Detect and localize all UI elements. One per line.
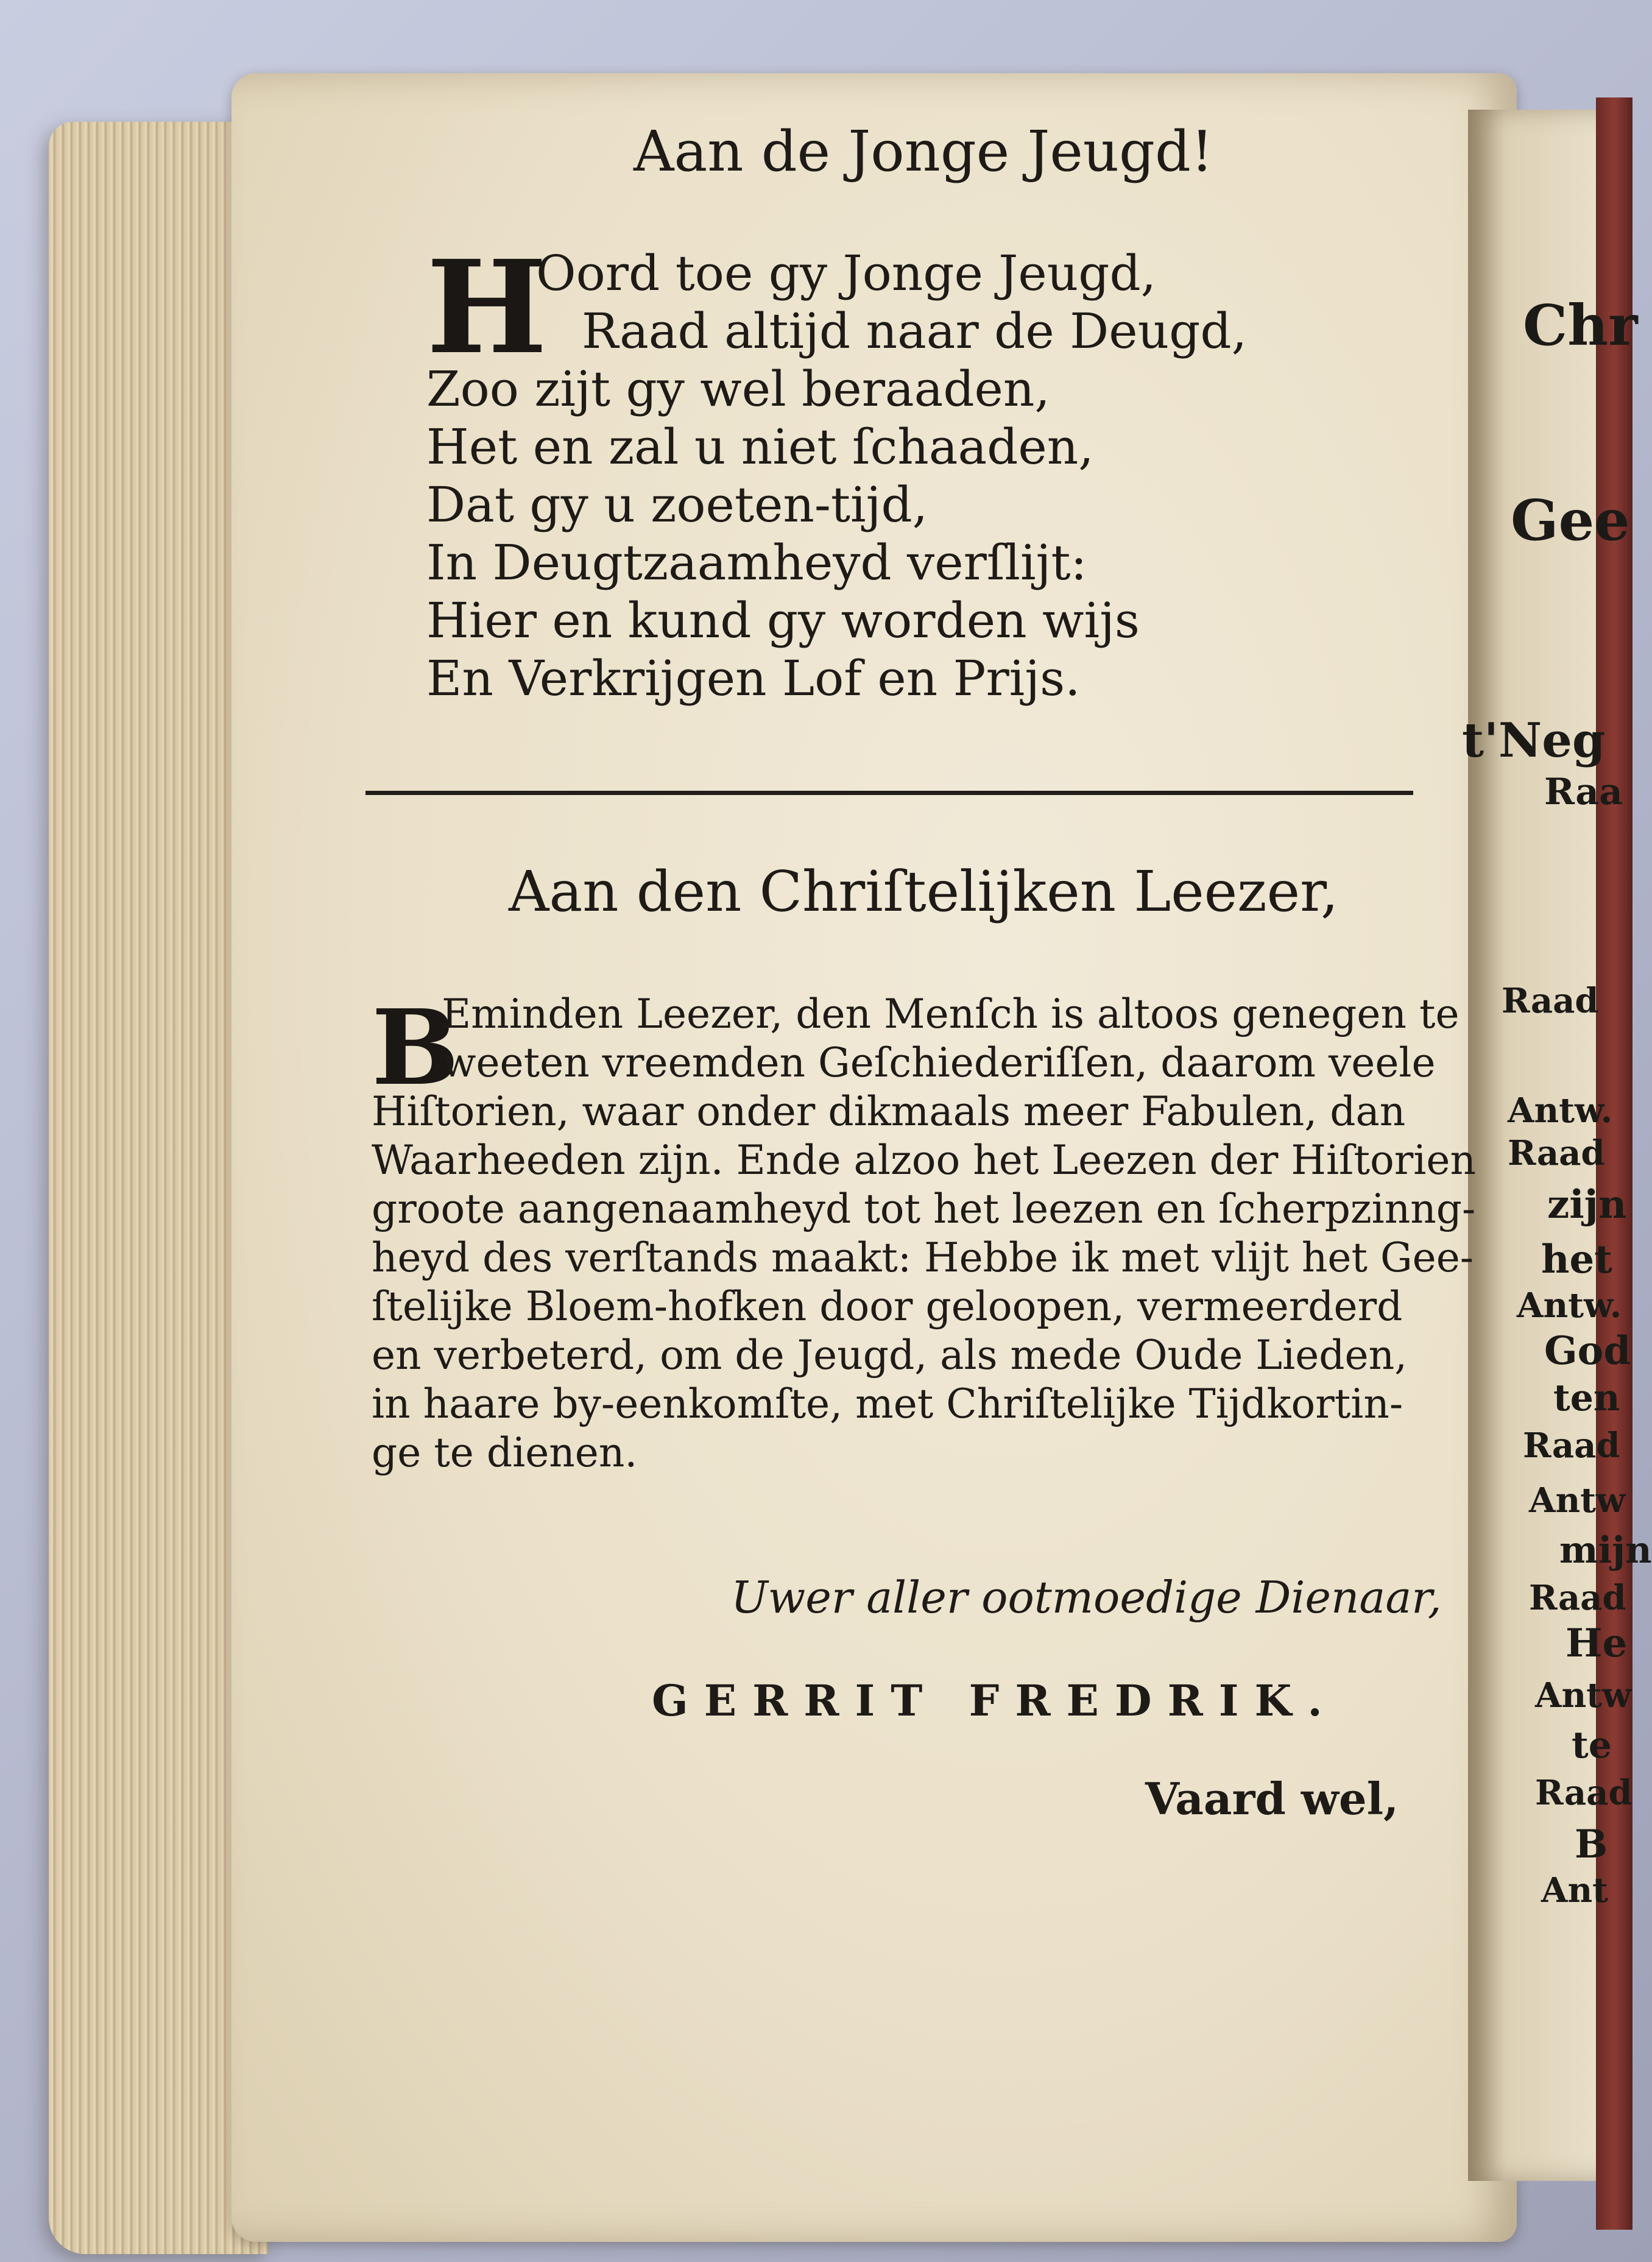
poem-line: Dat gy u zoeten-tijd, (426, 476, 928, 533)
poem-line: Oord toe gy Jonge Jeugd, (536, 245, 1157, 302)
poem-line: Zoo zijt gy wel beraaden, (426, 361, 1050, 417)
right-fragment: Antw (1535, 1675, 1632, 1716)
right-fragment: Chr (1523, 292, 1638, 358)
preface-line: en verbeterd, om de Jeugd, als mede Oude Lieden, (372, 1332, 1408, 1379)
poem-line: Het en zal u niet ſchaaden, (426, 419, 1094, 475)
right-fragment: B (1575, 1822, 1608, 1867)
right-fragment: He (1566, 1621, 1628, 1666)
right-fragment: te (1572, 1724, 1612, 1767)
right-fragment: Raad (1502, 981, 1599, 1021)
right-fragment: Antw. (1517, 1285, 1622, 1326)
poem-line: Hier en kund gy worden wijs (426, 592, 1140, 649)
right-fragment: Antw (1529, 1480, 1626, 1521)
preface-title: Aan den Chriſtelijken Leezer, (509, 859, 1339, 924)
right-fragment: Raa (1544, 771, 1623, 813)
preface-line: ſtelijke Bloem-hofken door geloopen, vermeerderd (372, 1283, 1403, 1330)
poem-title: Aan de Jonge Jeugd! (634, 119, 1213, 184)
author-name: GERRIT FREDRIK. (652, 1675, 1338, 1726)
right-fragment: zijn (1547, 1182, 1627, 1228)
farewell: Vaard wel, (1145, 1773, 1399, 1825)
right-fragment: Raad (1535, 1773, 1633, 1813)
preface-line: ge te dienen. (372, 1429, 638, 1476)
poem-drop-cap: H (426, 232, 548, 383)
right-fragment: mijn (1559, 1529, 1652, 1572)
preface-line: Eminden Leezer, den Menſch is altoos genegen te (442, 991, 1460, 1037)
preface-line: groote aangenaamheyd tot het leezen en ſcherpzinng- (372, 1186, 1476, 1232)
right-fragment: t'Neg (1462, 713, 1606, 768)
preface-line: Hiſtorien, waar onder dikmaals meer Fabulen, dan (372, 1088, 1406, 1135)
right-fragment: Raad (1523, 1426, 1620, 1466)
preface-line: heyd des verſtands maakt: Hebbe ik met vlijt het Gee- (372, 1234, 1474, 1281)
right-fragment: Raad (1508, 1133, 1605, 1173)
right-fragment: Antw. (1508, 1090, 1613, 1131)
preface-line: Waarheeden zijn. Ende alzoo het Leezen der Hiſtorien (372, 1137, 1476, 1184)
poem-line: En Verkrijgen Lof en Prijs. (426, 650, 1081, 707)
right-fragment: ten (1553, 1377, 1620, 1419)
right-fragment: Raad (1529, 1578, 1626, 1618)
right-fragment: Gee (1511, 487, 1630, 553)
preface-line: in haare by-eenkomſte, met Chriſtelijke Tijdkortin- (372, 1380, 1403, 1427)
right-fragment: God (1544, 1328, 1631, 1374)
right-fragment: Ant (1541, 1870, 1609, 1910)
right-fragment: het (1541, 1237, 1612, 1282)
divider-rule (365, 791, 1413, 795)
signoff: Uwer aller ootmoedige Dienaar, (731, 1572, 1442, 1623)
preface-line: weeten vreemden Geſchiederiſſen, daarom veele (442, 1039, 1436, 1086)
poem-line: Raad altijd naar de Deugd, (582, 303, 1247, 359)
poem-line: In Deugtzaamheyd verſlijt: (426, 534, 1087, 591)
preface-drop-cap: B (372, 987, 459, 1109)
